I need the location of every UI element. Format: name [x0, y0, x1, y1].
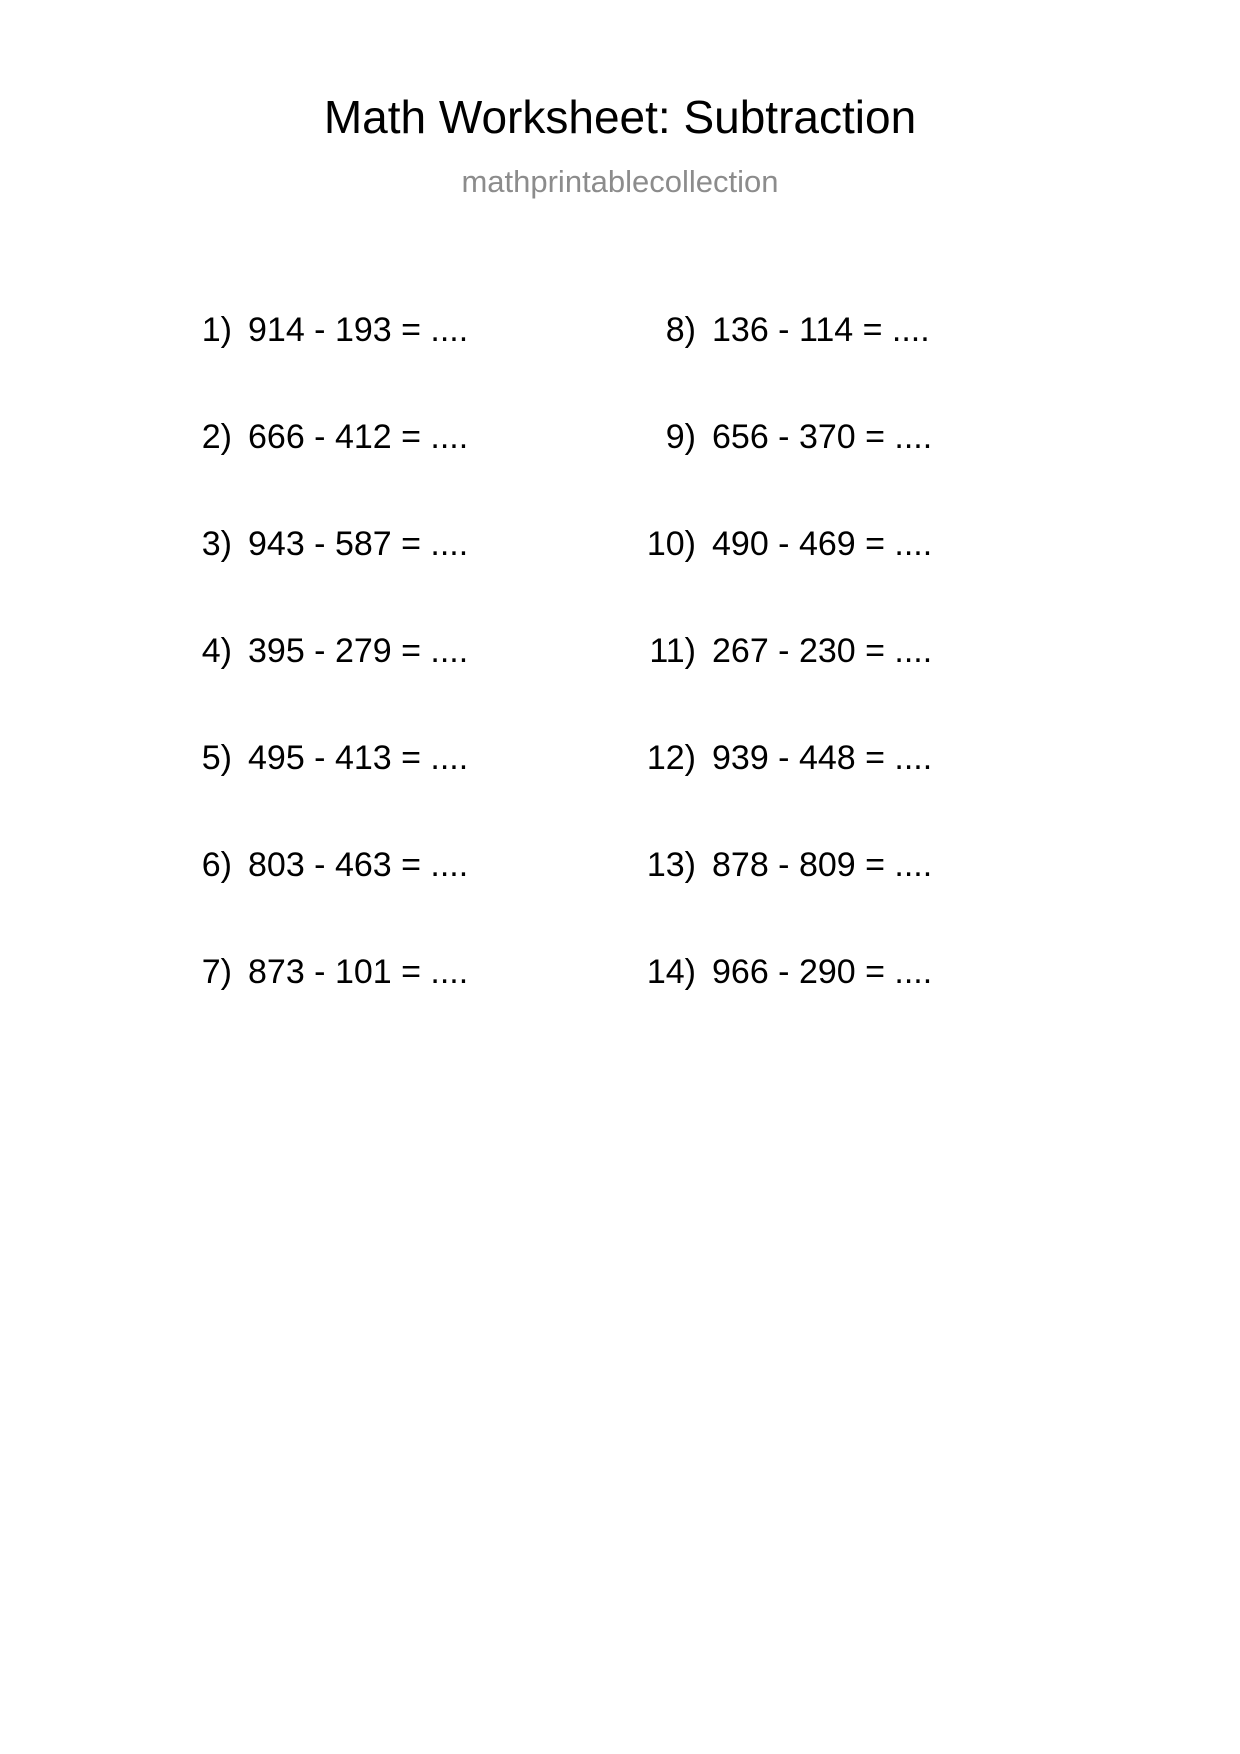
problem-number: 9)	[665, 417, 696, 456]
problem-item	[624, 705, 1064, 812]
problem-expression: 656 - 370 = ....	[712, 417, 933, 456]
problem-number: 6)	[201, 845, 232, 884]
problem-item	[176, 384, 624, 491]
problem-number: 11)	[649, 631, 696, 670]
problem-item	[176, 705, 624, 812]
problem-column-right	[624, 277, 1064, 1026]
problem-expression: 666 - 412 = ....	[248, 417, 469, 456]
problem-expression: 267 - 230 = ....	[712, 631, 933, 670]
problem-item	[624, 812, 1064, 919]
problem-expression: 395 - 279 = ....	[248, 631, 469, 670]
page-subtitle: mathprintablecollection	[461, 163, 779, 199]
problem-item	[624, 598, 1064, 705]
problem-list	[0, 277, 1240, 1026]
problem-number: 8)	[665, 310, 696, 349]
problem-expression: 966 - 290 = ....	[712, 952, 933, 991]
problem-item	[176, 277, 624, 384]
problem-number: 4)	[201, 631, 232, 670]
problem-number: 5)	[201, 738, 232, 777]
problem-expression: 873 - 101 = ....	[248, 952, 469, 991]
problem-number: 13)	[646, 845, 696, 884]
problem-number: 1)	[201, 310, 232, 349]
problem-number: 7)	[201, 952, 232, 991]
problem-expression: 939 - 448 = ....	[712, 738, 933, 777]
problem-expression: 878 - 809 = ....	[712, 845, 933, 884]
problem-expression: 495 - 413 = ....	[248, 738, 469, 777]
problem-expression: 136 - 114 = ....	[712, 310, 930, 349]
problem-expression: 490 - 469 = ....	[712, 524, 933, 563]
problem-expression: 943 - 587 = ....	[248, 524, 469, 563]
problem-item	[176, 491, 624, 598]
problem-expression: 803 - 463 = ....	[248, 845, 469, 884]
problem-item	[624, 277, 1064, 384]
page-title: Math Worksheet: Subtraction	[323, 91, 917, 143]
problem-number: 2)	[201, 417, 232, 456]
problem-number: 10)	[646, 524, 696, 563]
problem-item	[176, 812, 624, 919]
problem-number: 3)	[201, 524, 232, 563]
problem-item	[176, 598, 624, 705]
problem-item	[624, 919, 1064, 1026]
problem-item	[624, 384, 1064, 491]
problem-number: 12)	[646, 738, 696, 777]
problem-item	[624, 491, 1064, 598]
problem-number: 14)	[646, 952, 696, 991]
problem-item	[176, 919, 624, 1026]
problem-column-left	[176, 277, 624, 1026]
problem-expression: 914 - 193 = ....	[248, 310, 469, 349]
